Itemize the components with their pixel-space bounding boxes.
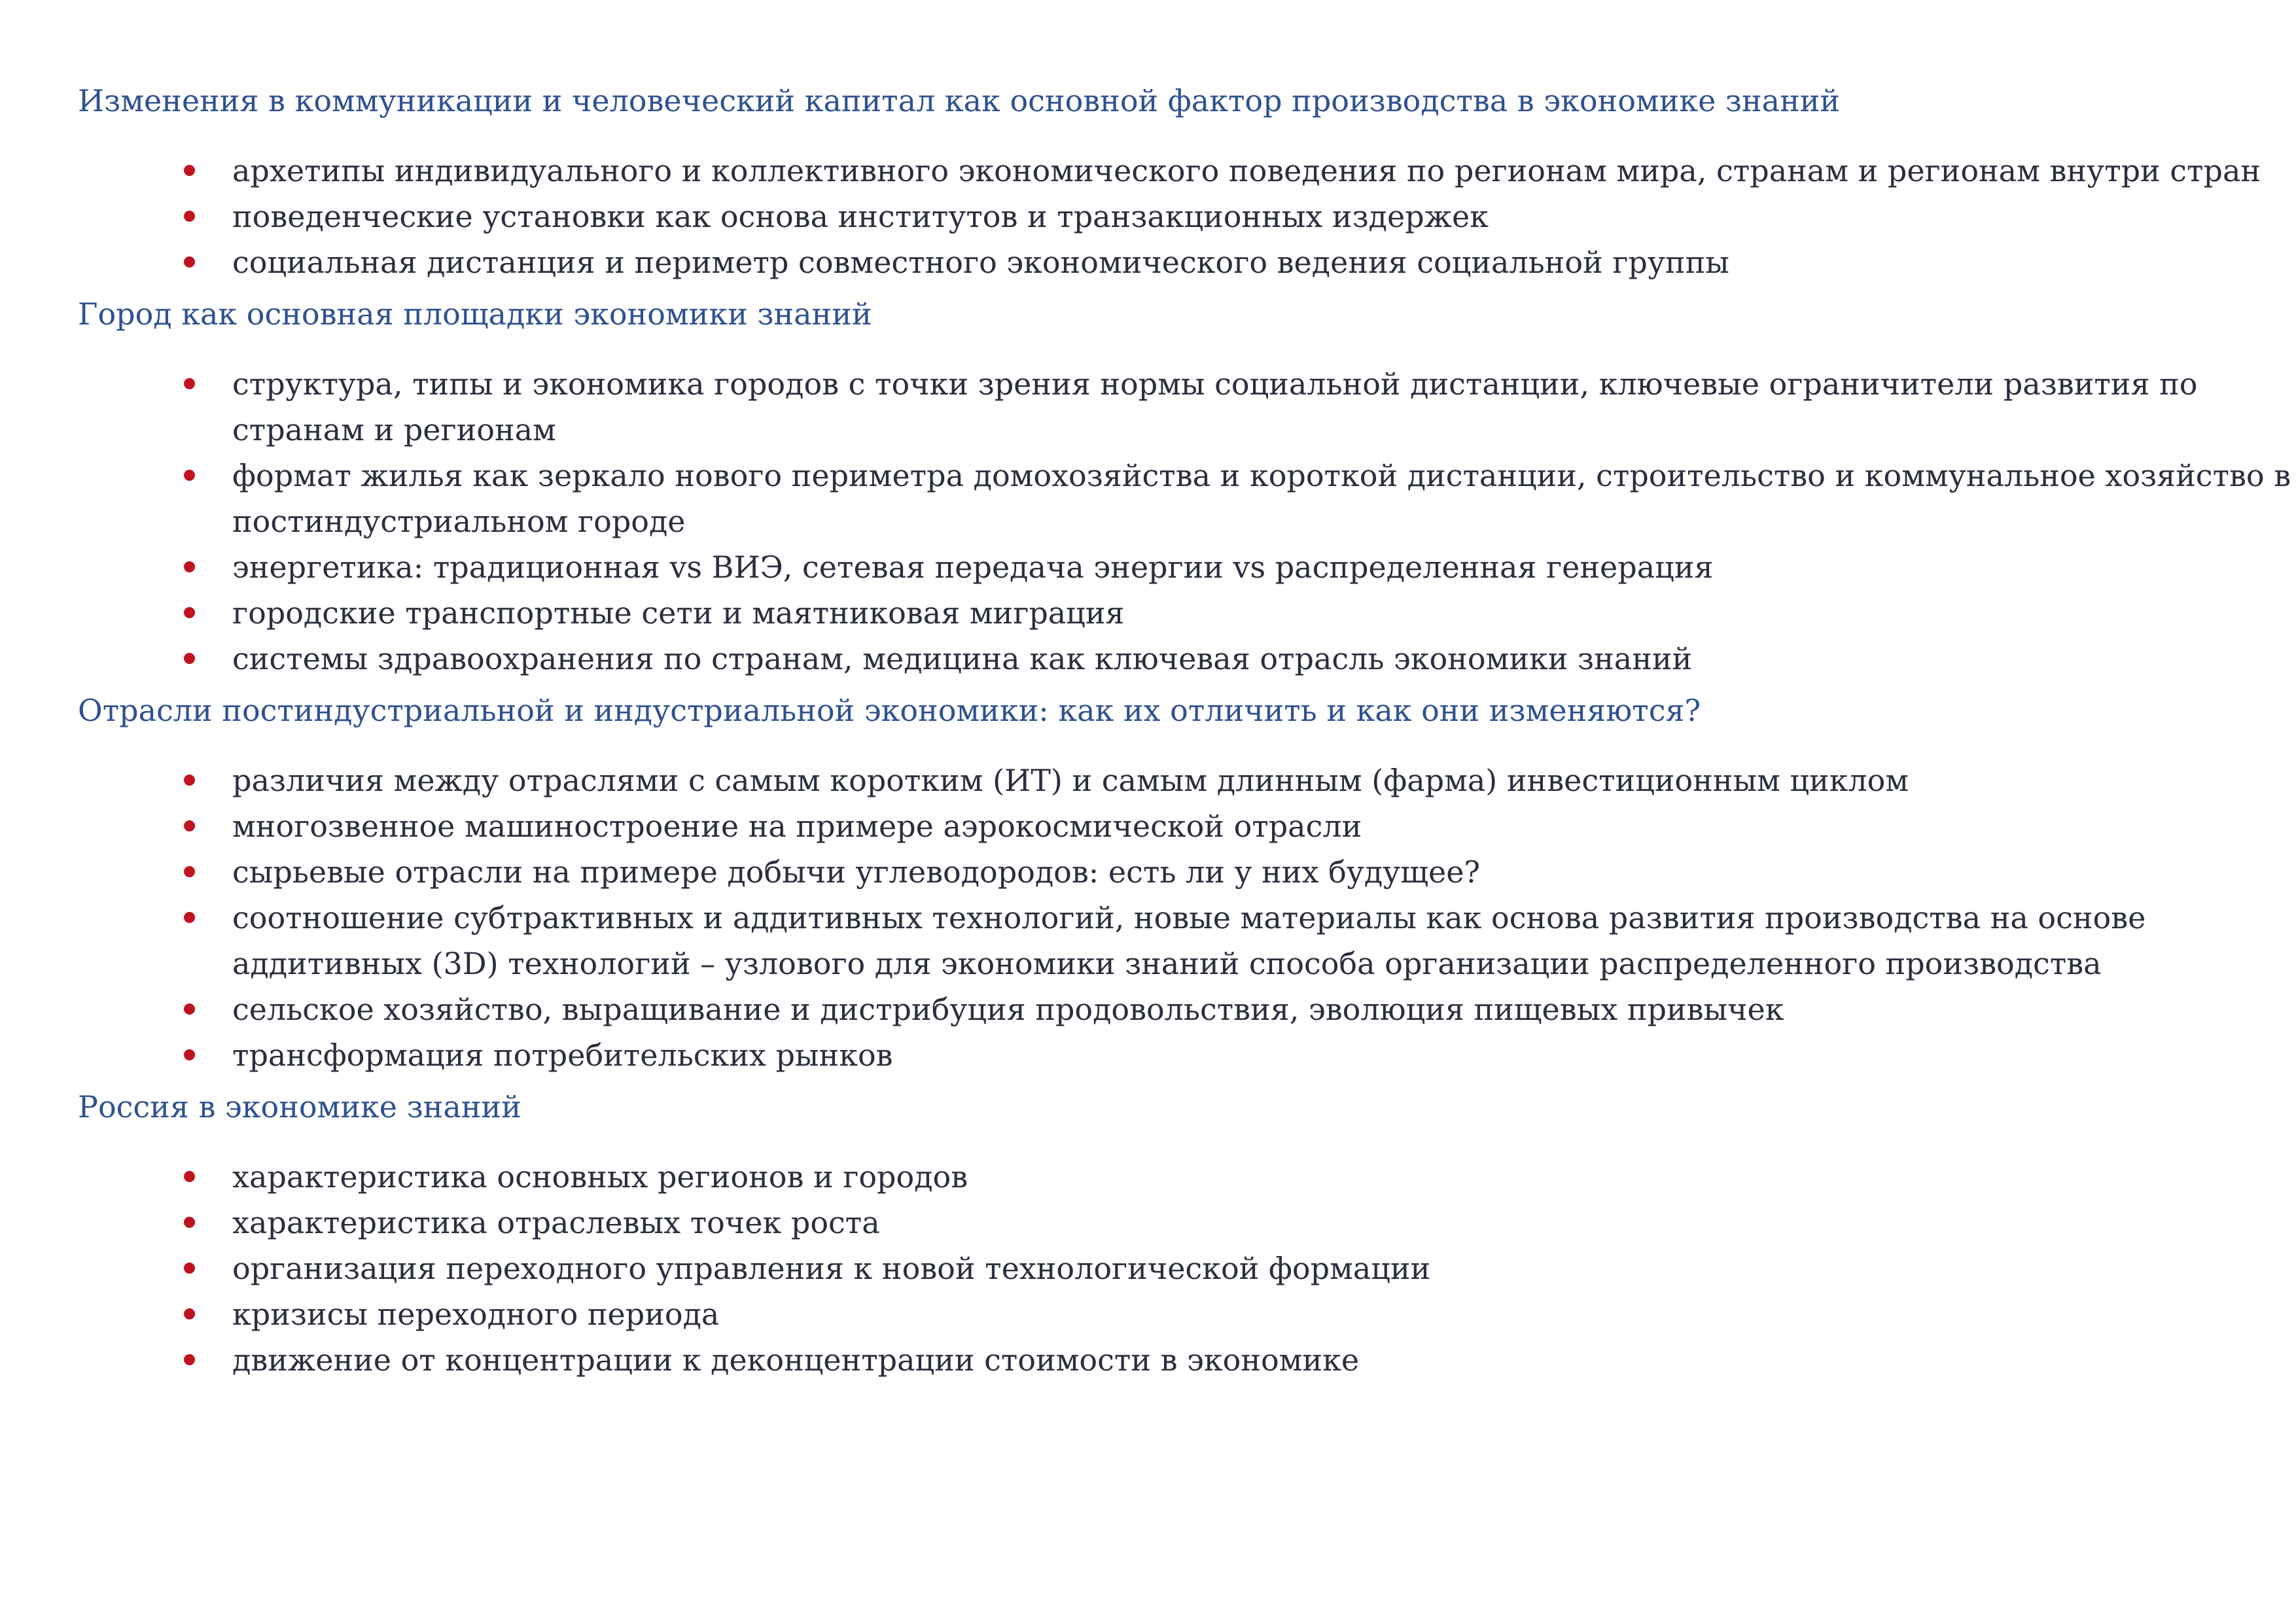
section-city xyxy=(78,293,2291,682)
bullet-dot-icon xyxy=(184,912,195,923)
bullet-dot-icon xyxy=(184,165,195,176)
list-item xyxy=(78,1291,2296,1337)
list-item-text: характеристика отраслевых точек роста xyxy=(232,1205,880,1240)
bullet-dot-icon xyxy=(184,820,195,831)
list-item xyxy=(78,1246,2296,1291)
list-item xyxy=(78,453,2296,544)
bullet-dot-icon xyxy=(184,1354,195,1365)
list-item-text: кризисы переходного периода xyxy=(232,1297,720,1332)
list-item-text: сельское хозяйство, выращивание и дистрибуция продовольствия, эволюция пищевых привычек xyxy=(232,992,1784,1027)
bullet-dot-icon xyxy=(184,653,195,664)
list-item xyxy=(78,1200,2296,1246)
section-heading: Отрасли постиндустриальной и индустриальной экономики: как их отличить и как они изменяются? xyxy=(78,693,1701,728)
bullet-dot-icon xyxy=(184,1049,195,1060)
bullet-dot-icon xyxy=(184,256,195,268)
list-item-text: энергетика: традиционная vs ВИЭ, сетевая передача энергии vs распределенная генерация xyxy=(232,550,1714,585)
list-item xyxy=(78,590,2296,636)
document-content xyxy=(78,80,2291,1391)
list-item-text: сырьевые отрасли на примере добычи углеводородов: есть ли у них будущее? xyxy=(232,854,1481,890)
bullet-dot-icon xyxy=(184,561,195,572)
section-russia xyxy=(78,1086,2237,1383)
list-item-text: многозвенное машиностроение на примере аэрокосмической отрасли xyxy=(232,809,1362,844)
list-item xyxy=(78,986,2296,1032)
list-item xyxy=(78,361,2296,453)
list-item-text: поведенческие установки как основа институтов и транзакционных издержек xyxy=(232,199,1489,234)
section-human-capital xyxy=(78,80,2261,285)
bullet-dot-icon xyxy=(184,607,195,618)
section-heading: Город как основная площадки экономики знаний xyxy=(78,296,872,332)
list-item xyxy=(78,636,2296,682)
list-item-text: различия между отраслями с самым коротким (ИТ) и самым длинным (фарма) инвестиционным циклом xyxy=(232,763,1909,798)
list-item xyxy=(78,1337,2296,1383)
bullet-dot-icon xyxy=(184,1003,195,1015)
bullet-dot-icon xyxy=(184,1217,195,1228)
list-item-text: формат жилья как зеркало нового периметра домохозяйства и короткой дистанции, строительство и коммунальное хозяйство в постиндустриальном городе xyxy=(232,458,2291,539)
list-item-text: системы здравоохранения по странам, медицина как ключевая отрасль экономики знаний xyxy=(232,641,1693,676)
bullet-list xyxy=(78,148,2261,285)
list-item-text: социальная дистанция и периметр совместного экономического ведения социальной группы xyxy=(232,245,1729,280)
list-item xyxy=(78,544,2296,590)
list-item-text: движение от концентрации к деконцентрации стоимости в экономике xyxy=(232,1342,1360,1378)
bullet-dot-icon xyxy=(184,470,195,481)
list-item-text: городские транспортные сети и маятниковая миграция xyxy=(232,595,1125,631)
bullet-dot-icon xyxy=(184,866,195,877)
list-item xyxy=(78,758,2296,803)
list-item-text: архетипы индивидуального и коллективного экономического поведения по регионам мира, странам и регионам внутри стран xyxy=(232,153,2261,188)
bullet-dot-icon xyxy=(184,775,195,786)
list-item xyxy=(78,148,2296,194)
bullet-list xyxy=(78,758,2237,1078)
list-item xyxy=(78,194,2296,239)
list-item xyxy=(78,849,2296,895)
list-item xyxy=(78,1154,2296,1200)
bullet-list xyxy=(78,1154,2237,1383)
list-item xyxy=(78,239,2296,285)
list-item-text: организация переходного управления к новой технологической формации xyxy=(232,1251,1431,1286)
list-item xyxy=(78,803,2296,849)
bullet-list xyxy=(78,361,2291,682)
section-heading: Изменения в коммуникации и человеческий капитал как основной фактор производства в экономике знаний xyxy=(78,83,1841,118)
bullet-dot-icon xyxy=(184,211,195,222)
section-heading: Россия в экономике знаний xyxy=(78,1089,521,1125)
list-item-text: характеристика основных регионов и городов xyxy=(232,1159,968,1195)
list-item-text: трансформация потребительских рынков xyxy=(232,1038,893,1073)
list-item-text: структура, типы и экономика городов с точки зрения нормы социальной дистанции, ключевые ограничители развития по странам и регионам xyxy=(232,366,2198,447)
bullet-dot-icon xyxy=(184,1263,195,1274)
list-item xyxy=(78,1032,2296,1078)
bullet-dot-icon xyxy=(184,1171,195,1182)
list-item xyxy=(78,895,2296,986)
bullet-dot-icon xyxy=(184,378,195,389)
list-item-text: соотношение субтрактивных и аддитивных технологий, новые материалы как основа развития производства на основе аддитивных (3D) технологий – узлового для экономики знаний способа организации распределенного производства xyxy=(232,900,2146,981)
bullet-dot-icon xyxy=(184,1308,195,1319)
section-industries xyxy=(78,689,2237,1078)
